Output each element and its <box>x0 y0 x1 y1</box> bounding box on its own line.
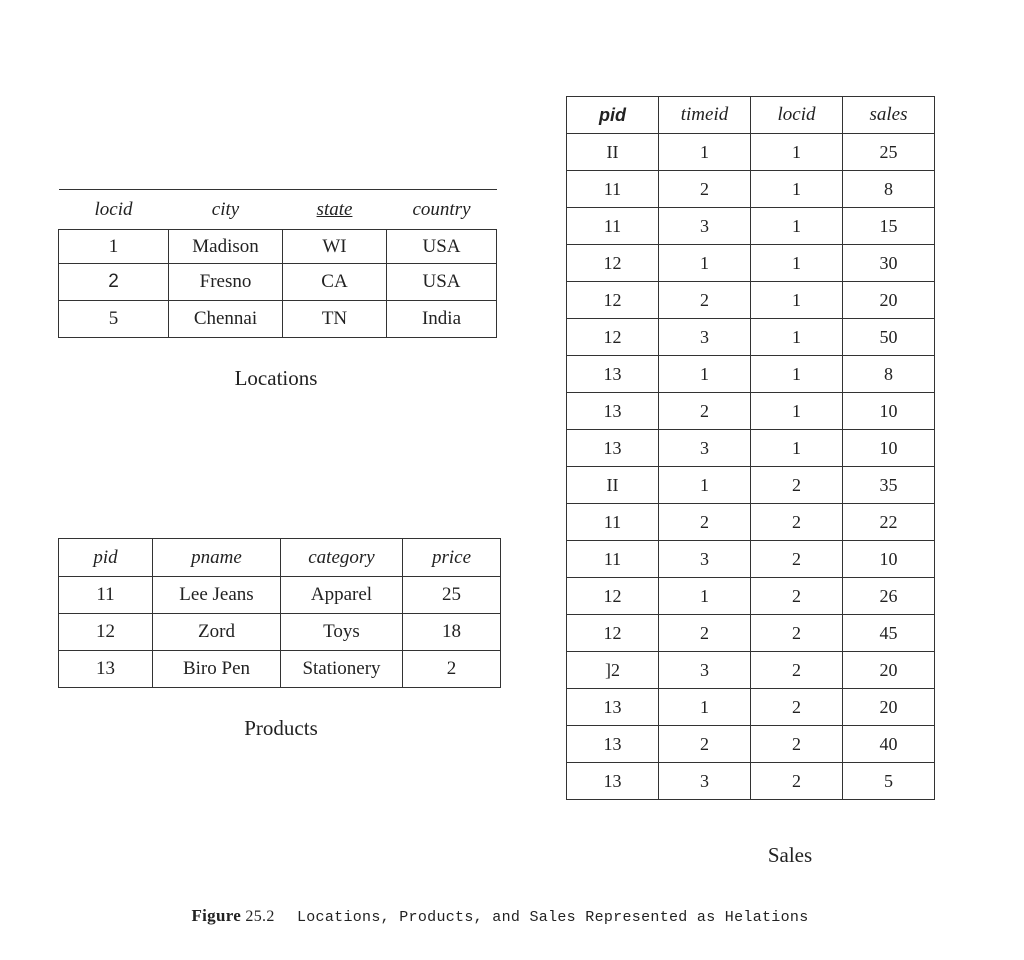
table-row <box>567 578 935 615</box>
table-cell: CA <box>283 264 387 301</box>
table-cell: 2 <box>751 467 843 504</box>
table-cell: 1 <box>751 245 843 282</box>
table-cell: 45 <box>843 615 935 652</box>
table-cell: 2 <box>659 726 751 763</box>
table-cell: 13 <box>59 651 153 688</box>
table-cell: Lee Jeans <box>153 577 281 614</box>
table-cell: 2 <box>659 393 751 430</box>
table-cell: 5 <box>843 763 935 800</box>
table-cell: 13 <box>567 763 659 800</box>
table-row <box>59 264 497 301</box>
products-header-category: category <box>281 539 403 577</box>
table-cell: 2 <box>751 652 843 689</box>
table-cell: Chennai <box>169 301 283 338</box>
table-cell: 30 <box>843 245 935 282</box>
table-row <box>59 301 497 338</box>
locations-header-state: state <box>283 190 387 230</box>
table-cell: 12 <box>59 614 153 651</box>
table-cell: 1 <box>659 578 751 615</box>
table-cell: 10 <box>843 393 935 430</box>
table-cell: 1 <box>751 282 843 319</box>
sales-body <box>567 134 935 800</box>
table-cell: 2 <box>751 726 843 763</box>
table-cell: WI <box>283 230 387 264</box>
table-row <box>567 245 935 282</box>
table-row <box>567 393 935 430</box>
table-row <box>567 356 935 393</box>
sales-table <box>566 96 935 800</box>
table-cell: India <box>387 301 497 338</box>
table-row <box>59 651 501 688</box>
table-cell: 11 <box>59 577 153 614</box>
sales-caption: Sales <box>767 843 813 867</box>
table-cell: 13 <box>567 726 659 763</box>
table-cell: 3 <box>659 208 751 245</box>
table-cell: 5 <box>59 301 169 338</box>
table-cell: 2 <box>751 578 843 615</box>
sales-header-row <box>567 97 935 134</box>
table-cell: 1 <box>751 356 843 393</box>
table-cell: 22 <box>843 504 935 541</box>
table-cell: 12 <box>567 282 659 319</box>
table-cell: 2 <box>659 504 751 541</box>
table-cell: 1 <box>751 171 843 208</box>
table-cell: 15 <box>843 208 935 245</box>
table-row <box>59 577 501 614</box>
table-cell: Apparel <box>281 577 403 614</box>
table-row <box>567 171 935 208</box>
table-row <box>567 541 935 578</box>
table-cell: 2 <box>751 689 843 726</box>
table-cell: 2 <box>659 615 751 652</box>
sales-header-timeid: timeid <box>659 97 751 134</box>
products-header-pname: pname <box>153 539 281 577</box>
locations-header-city: city <box>169 190 283 230</box>
table-cell: 8 <box>843 171 935 208</box>
locations-header-row <box>59 190 497 230</box>
table-cell: 2 <box>659 171 751 208</box>
table-cell: 20 <box>843 282 935 319</box>
table-cell: 8 <box>843 356 935 393</box>
table-cell: 1 <box>659 134 751 171</box>
table-cell: 20 <box>843 652 935 689</box>
table-cell: USA <box>387 264 497 301</box>
table-cell: Toys <box>281 614 403 651</box>
sales-header-locid: locid <box>751 97 843 134</box>
figure-label: Figure <box>191 906 242 925</box>
locations-header-country: country <box>387 190 497 230</box>
table-row <box>567 689 935 726</box>
table-cell: 12 <box>567 578 659 615</box>
table-cell: 13 <box>567 430 659 467</box>
table-cell: TN <box>283 301 387 338</box>
table-cell: Zord <box>153 614 281 651</box>
table-row <box>567 430 935 467</box>
table-cell: 2 <box>751 615 843 652</box>
table-cell: 12 <box>567 615 659 652</box>
table-cell: Fresno <box>169 264 283 301</box>
locations-table <box>58 189 497 338</box>
table-cell: 1 <box>751 319 843 356</box>
locations-caption: Locations <box>234 366 318 390</box>
table-row <box>59 614 501 651</box>
table-cell: 3 <box>659 319 751 356</box>
table-cell: 1 <box>751 393 843 430</box>
table-cell: 1 <box>659 356 751 393</box>
products-header-price: price <box>403 539 501 577</box>
table-cell: 2 <box>751 541 843 578</box>
table-cell: 40 <box>843 726 935 763</box>
table-cell: 10 <box>843 541 935 578</box>
table-row <box>567 282 935 319</box>
table-cell: USA <box>387 230 497 264</box>
table-cell: 12 <box>567 245 659 282</box>
table-cell: 3 <box>659 652 751 689</box>
table-row <box>567 319 935 356</box>
table-row <box>567 763 935 800</box>
table-cell: 11 <box>567 504 659 541</box>
table-cell: ]2 <box>567 652 659 689</box>
table-cell: 11 <box>567 208 659 245</box>
table-cell: II <box>567 134 659 171</box>
table-cell: 50 <box>843 319 935 356</box>
table-cell: Biro Pen <box>153 651 281 688</box>
table-cell: 3 <box>659 430 751 467</box>
table-row <box>567 467 935 504</box>
table-cell: 2 <box>751 504 843 541</box>
table-cell: 20 <box>843 689 935 726</box>
table-cell: 2 <box>659 282 751 319</box>
table-row <box>567 652 935 689</box>
table-cell: 11 <box>567 541 659 578</box>
table-cell: 25 <box>403 577 501 614</box>
table-cell: 13 <box>567 393 659 430</box>
table-row <box>567 726 935 763</box>
sales-header-pid: pid <box>567 97 659 134</box>
table-cell: 3 <box>659 763 751 800</box>
table-cell: 10 <box>843 430 935 467</box>
products-table <box>58 538 501 688</box>
table-cell: 1 <box>751 430 843 467</box>
products-header-pid: pid <box>59 539 153 577</box>
table-cell: Madison <box>169 230 283 264</box>
locations-header-locid: locid <box>59 190 169 230</box>
table-cell: 26 <box>843 578 935 615</box>
figure-caption-text: Locations, Products, and Sales Represented as Helations <box>296 909 809 926</box>
products-header-row <box>59 539 501 577</box>
table-cell: 1 <box>59 230 169 264</box>
table-row <box>567 208 935 245</box>
table-cell: 1 <box>751 134 843 171</box>
table-row <box>59 230 497 264</box>
table-cell: 11 <box>567 171 659 208</box>
table-cell: 25 <box>843 134 935 171</box>
table-cell: Stationery <box>281 651 403 688</box>
table-cell: 2 <box>403 651 501 688</box>
figure-caption <box>0 906 1000 926</box>
table-cell: 2 <box>59 264 169 301</box>
table-cell: 13 <box>567 356 659 393</box>
figure-number: 25.2 <box>245 908 275 925</box>
table-row <box>567 615 935 652</box>
table-cell: 1 <box>751 208 843 245</box>
products-caption: Products <box>244 716 318 740</box>
table-row <box>567 134 935 171</box>
table-cell: II <box>567 467 659 504</box>
table-cell: 2 <box>751 763 843 800</box>
table-row <box>567 504 935 541</box>
table-cell: 35 <box>843 467 935 504</box>
table-cell: 18 <box>403 614 501 651</box>
table-cell: 1 <box>659 467 751 504</box>
table-cell: 13 <box>567 689 659 726</box>
table-cell: 3 <box>659 541 751 578</box>
table-cell: 1 <box>659 689 751 726</box>
table-cell: 12 <box>567 319 659 356</box>
table-cell: 1 <box>659 245 751 282</box>
sales-header-sales: sales <box>843 97 935 134</box>
